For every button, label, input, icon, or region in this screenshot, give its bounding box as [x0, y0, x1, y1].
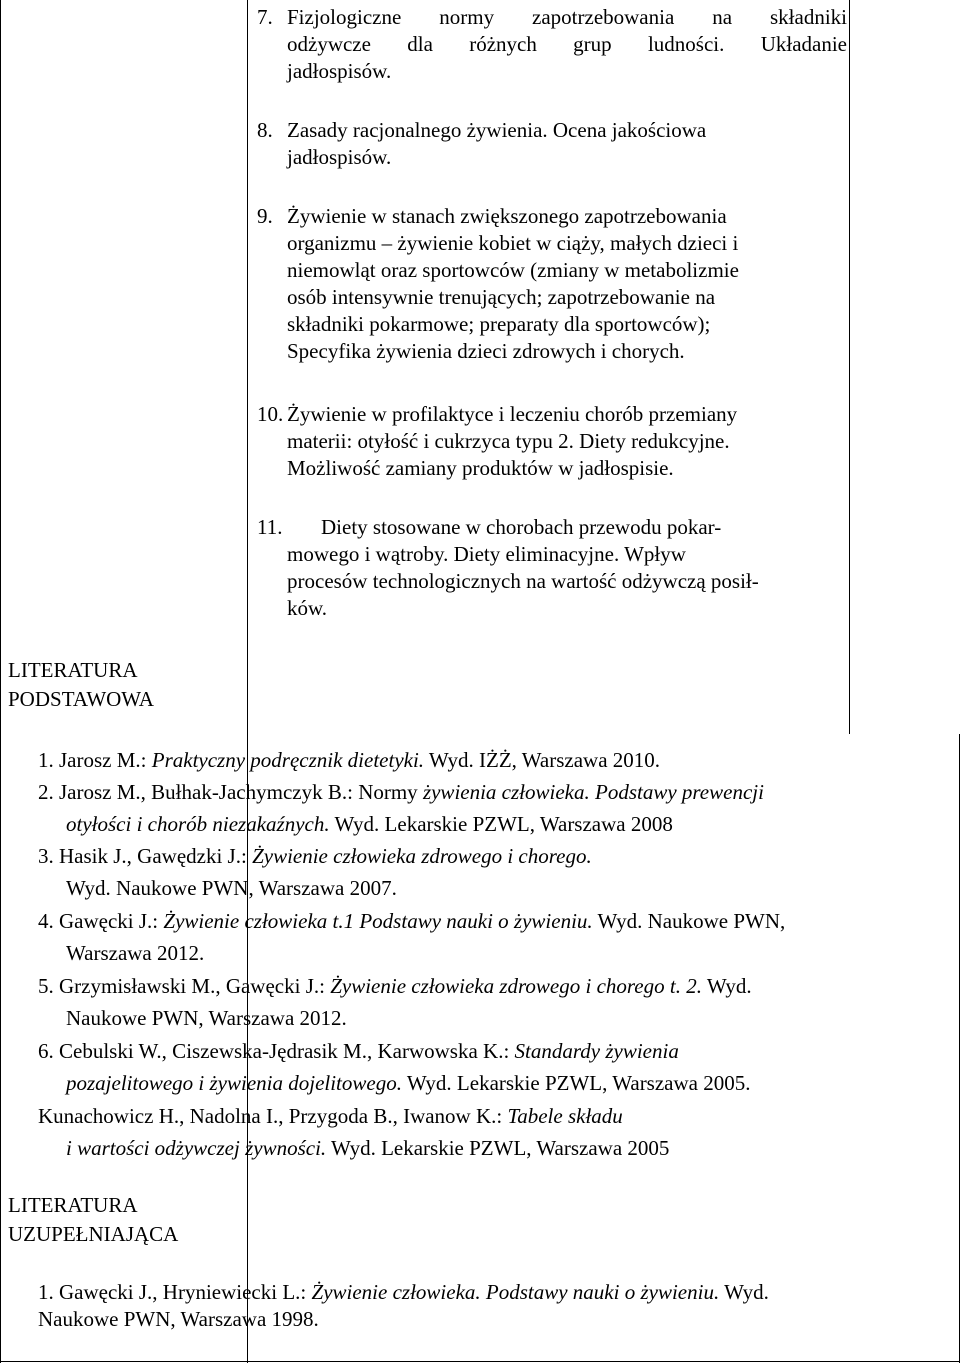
- topic-text: [287, 203, 847, 365]
- topic-line: organizmu – żywienie kobiet w ciąży, małych dzieci i: [287, 231, 739, 255]
- reference-item: [38, 973, 752, 1000]
- topic-line: niemowląt oraz sportowców (zmiany w metabolizmie: [287, 258, 739, 282]
- reference-text: Kunachowicz H., Nadolna I., Przygoda B., Iwanow K.:: [38, 1104, 508, 1128]
- topic-line: Diety stosowane w chorobach przewodu pokar-: [321, 515, 722, 539]
- reference-item-continuation: [66, 1005, 347, 1032]
- reference-item: [38, 747, 660, 774]
- reference-text: Naukowe PWN, Warszawa 1998.: [38, 1307, 319, 1331]
- reference-title: Praktyczny podręcznik dietetyki.: [151, 748, 425, 772]
- topic-line: Możliwość zamiany produktów w jadłospisie.: [287, 456, 674, 480]
- topic-line: Żywienie w profilaktyce i leczeniu chorób przemiany: [287, 402, 738, 426]
- topic-line: procesów technologicznych na wartość odżywczą posił-: [287, 569, 759, 593]
- topic-text: [287, 117, 847, 171]
- heading-line: UZUPEŁNIAJĄCA: [8, 1222, 179, 1246]
- reference-title: Standardy żywienia: [514, 1039, 679, 1063]
- reference-text: 3. Hasik J., Gawędzki J.:: [38, 844, 253, 868]
- reference-item-continuation: [66, 811, 673, 838]
- topic-line: Żywienie w stanach zwiększonego zapotrzebowania: [287, 204, 727, 228]
- reference-item-continuation: [66, 940, 204, 967]
- topic-item-11-continuation: [287, 541, 847, 622]
- section-heading-literatura-uzupelniajaca: [8, 1191, 178, 1249]
- reference-title: i wartości odżywczej żywności.: [66, 1136, 327, 1160]
- reference-text: Wyd. Naukowe PWN,: [592, 909, 786, 933]
- reference-title: Żywienie człowieka t.1 Podstawy nauki o żywieniu.: [163, 909, 593, 933]
- topic-text: [287, 514, 847, 541]
- topic-line: Zasady racjonalnego żywienia. Ocena jakościowa: [287, 118, 707, 142]
- table-left-border: [0, 0, 1, 1363]
- table-right-border-upper: [849, 0, 850, 734]
- reference-item-continuation: [66, 1070, 750, 1097]
- reference-title: pozajelitowego i żywienia dojelitowego.: [66, 1071, 402, 1095]
- reference-text: Warszawa 2012.: [66, 941, 205, 965]
- topic-number: 7.: [257, 5, 273, 29]
- topic-line: Specyfika żywienia dzieci zdrowych i chorych.: [287, 339, 685, 363]
- reference-item: [38, 1279, 769, 1306]
- heading-line: LITERATURA: [8, 658, 138, 682]
- topic-line: Fizjologiczne normy zapotrzebowania na składniki: [287, 5, 847, 29]
- topic-number: 9.: [257, 204, 273, 228]
- reference-text: 1. Jarosz M.:: [38, 748, 152, 772]
- topic-line: jadłospisów.: [287, 59, 392, 83]
- section-heading-literatura-podstawowa: [8, 656, 154, 714]
- topic-item-11: [257, 514, 847, 541]
- reference-text: 5. Grzymisławski M., Gawęcki J.:: [38, 974, 331, 998]
- heading-line: PODSTAWOWA: [8, 687, 154, 711]
- topic-number: 8.: [257, 118, 273, 142]
- reference-text: Wyd. Lekarskie PZWL, Warszawa 2008: [329, 812, 673, 836]
- reference-title: Żywienie człowieka zdrowego i chorego.: [252, 844, 592, 868]
- reference-title: otyłości i chorób niezakaźnych.: [66, 812, 330, 836]
- reference-text: 6. Cebulski W., Ciszewska-Jędrasik M., Karwowska K.:: [38, 1039, 515, 1063]
- topic-text: [287, 401, 847, 482]
- topic-item-7: [257, 4, 847, 85]
- topic-item-10: [257, 401, 847, 482]
- reference-item: [38, 1103, 623, 1130]
- reference-text: Wyd. IŻŻ, Warszawa 2010.: [424, 748, 661, 772]
- topic-line: mowego i wątroby. Diety eliminacyjne. Wpływ: [287, 542, 686, 566]
- reference-item: [38, 779, 764, 806]
- topic-line: jadłospisów.: [287, 145, 392, 169]
- reference-text: Wyd. Lekarskie PZWL, Warszawa 2005.: [401, 1071, 751, 1095]
- topic-item-9: [257, 203, 847, 365]
- reference-text: Wyd.: [719, 1280, 769, 1304]
- topic-number: 10.: [257, 402, 284, 426]
- reference-title: Żywienie człowieka zdrowego i chorego t. 2.: [330, 974, 702, 998]
- table-bottom-border: [0, 1361, 960, 1362]
- reference-title: żywienia człowieka. Podstawy prewencji: [422, 780, 764, 804]
- reference-text: 2. Jarosz M., Bułhak-Jachymczyk B.: Normy: [38, 780, 423, 804]
- reference-text: Wyd. Lekarskie PZWL, Warszawa 2005: [326, 1136, 670, 1160]
- reference-item: [38, 908, 785, 935]
- heading-line: LITERATURA: [8, 1193, 138, 1217]
- reference-text: 4. Gawęcki J.:: [38, 909, 164, 933]
- topic-line: ków.: [287, 596, 328, 620]
- topic-line: materii: otyłość i cukrzyca typu 2. Diety redukcyjne.: [287, 429, 730, 453]
- reference-text: Wyd.: [701, 974, 752, 998]
- reference-text: Wyd. Naukowe PWN, Warszawa 2007.: [66, 876, 397, 900]
- reference-item-continuation: [38, 1306, 319, 1333]
- topic-line: odżywcze dla różnych grup ludności. Układanie: [287, 32, 847, 56]
- reference-item: [38, 843, 592, 870]
- reference-item-continuation: [66, 1135, 669, 1162]
- topic-item-8: [257, 117, 847, 171]
- topic-line: osób intensywnie trenujących; zapotrzebowanie na: [287, 285, 716, 309]
- reference-item: [38, 1038, 679, 1065]
- reference-text: 1. Gawęcki J., Hryniewiecki L.:: [38, 1280, 312, 1304]
- reference-title: Tabele składu: [507, 1104, 623, 1128]
- reference-title: Żywienie człowieka. Podstawy nauki o żywieniu.: [311, 1280, 720, 1304]
- topic-text: [287, 4, 847, 85]
- reference-text: Naukowe PWN, Warszawa 2012.: [66, 1006, 347, 1030]
- reference-item-continuation: [66, 875, 397, 902]
- topic-line: składniki pokarmowe; preparaty dla sportowców);: [287, 312, 711, 336]
- topic-number: 11.: [257, 515, 283, 539]
